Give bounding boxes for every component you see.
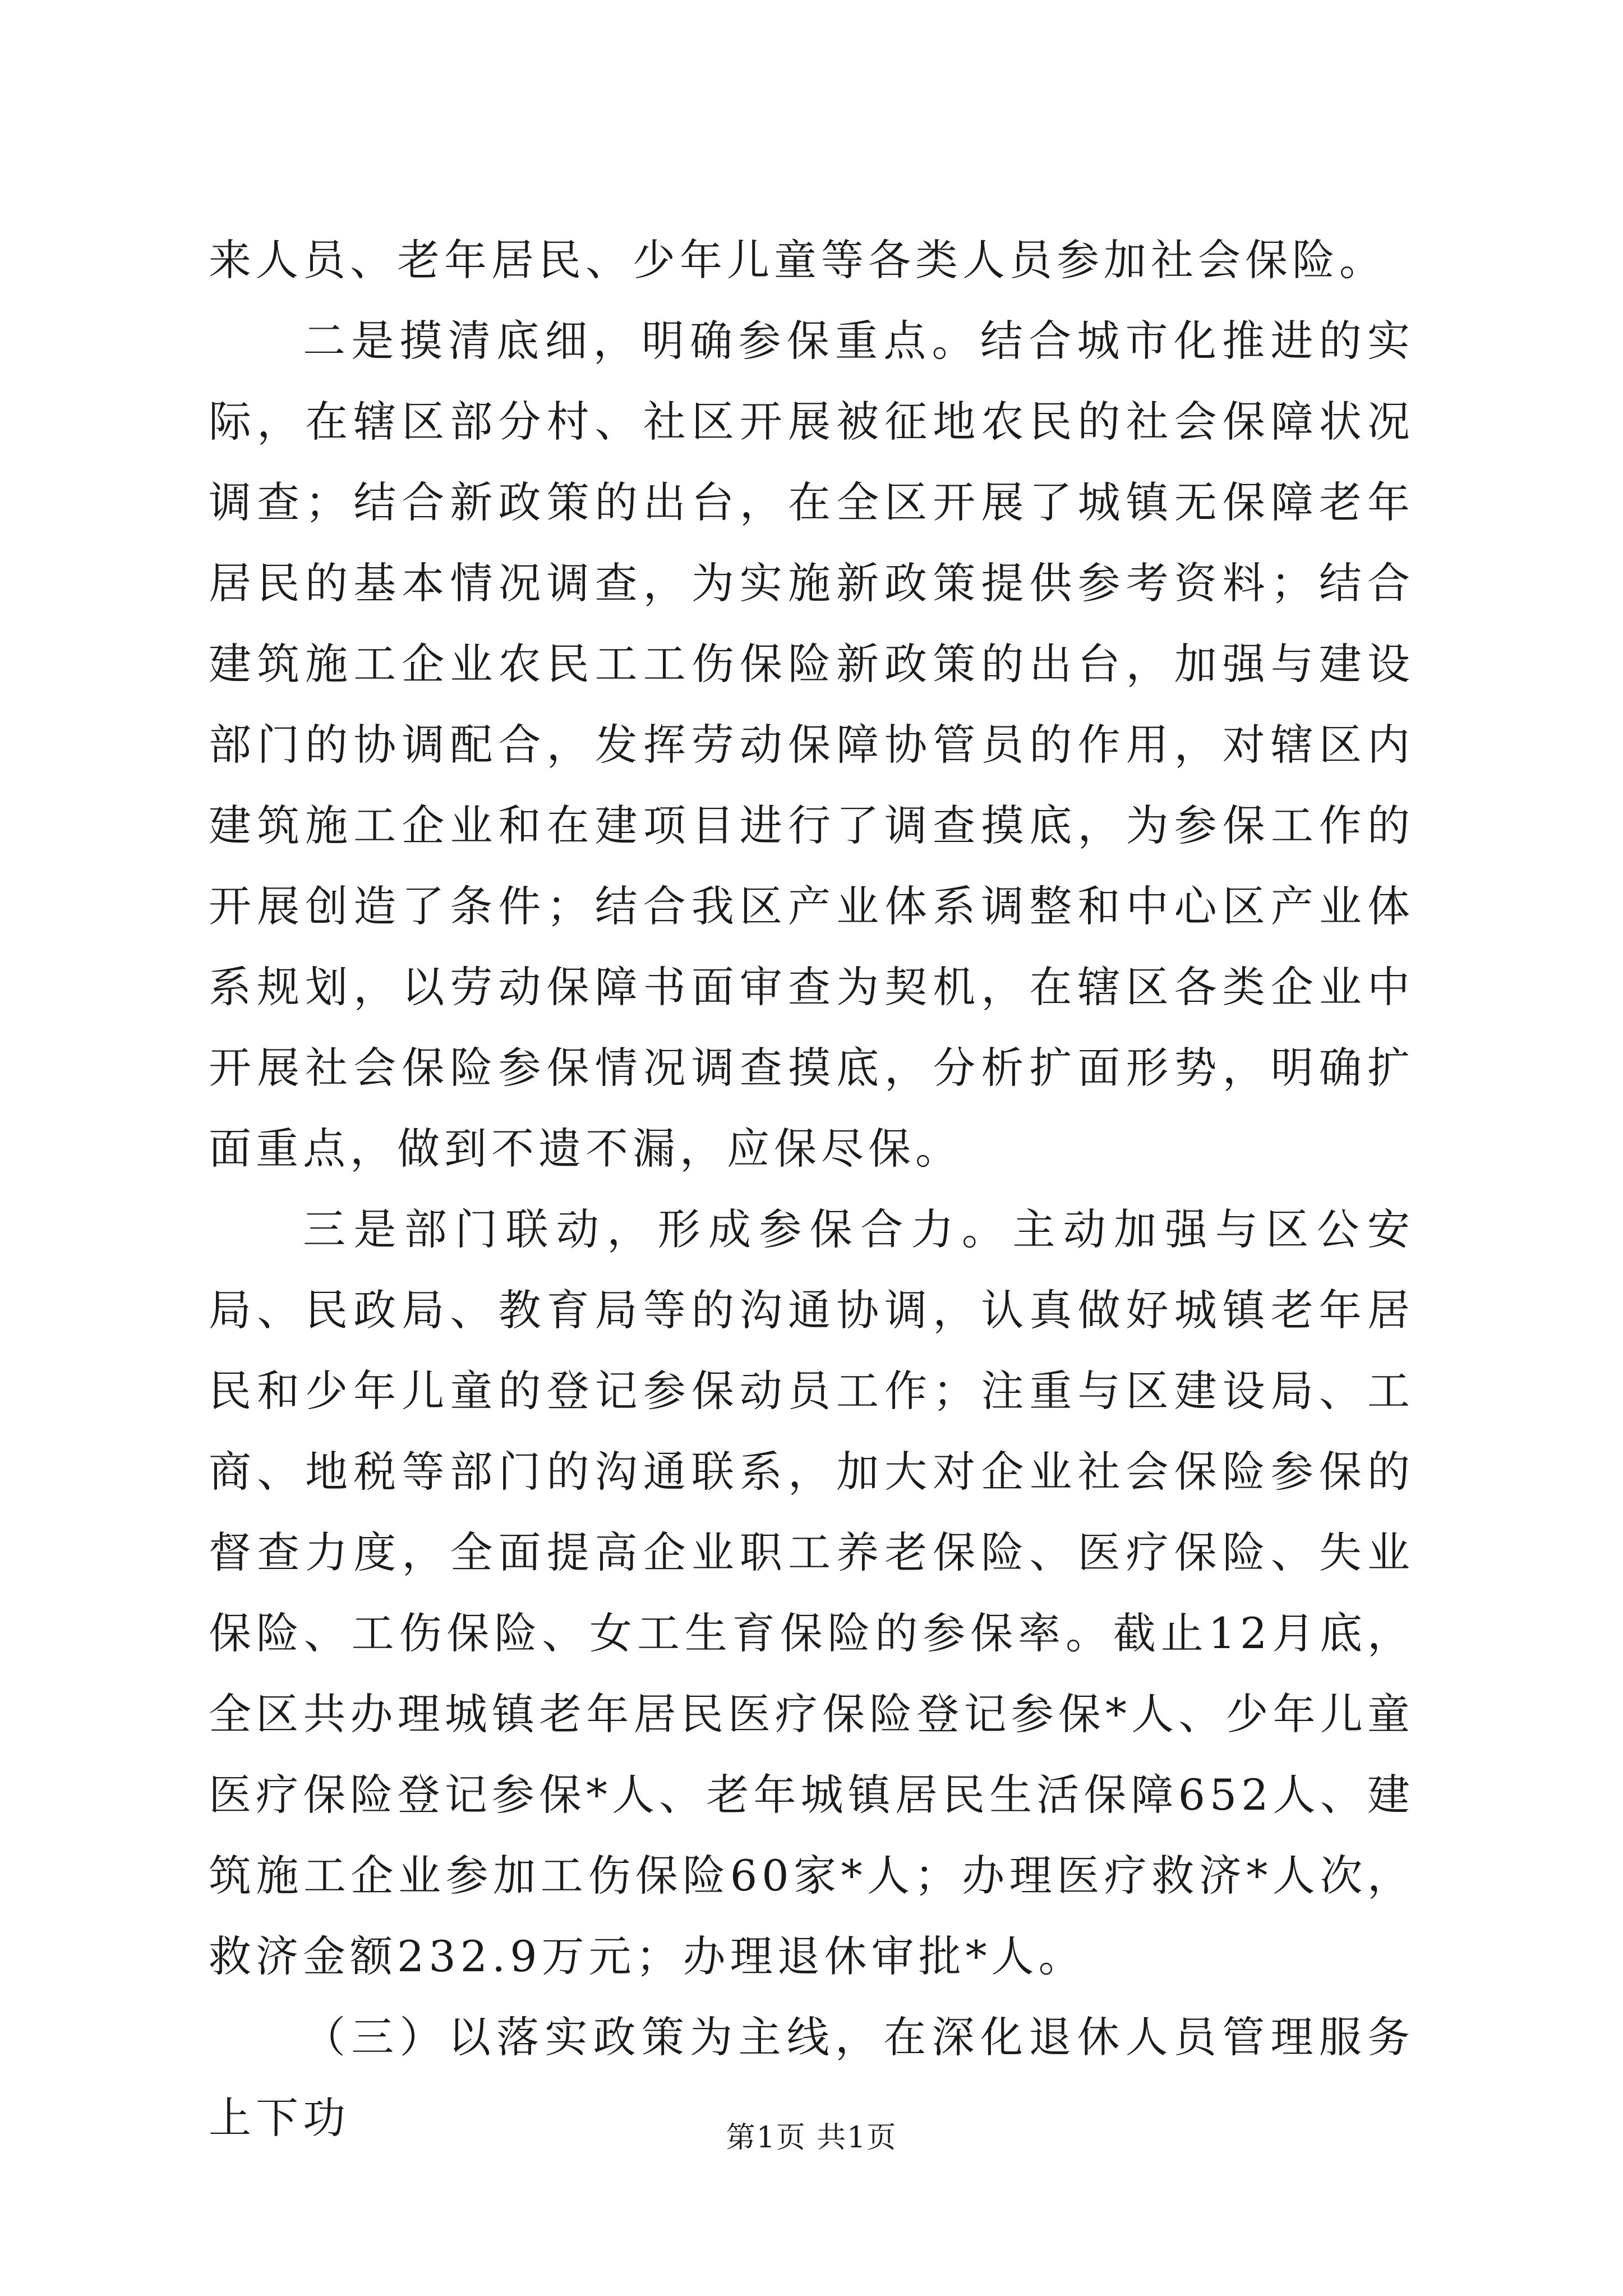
paragraph-continuation: 来人员、老年居民、少年儿童等各类人员参加社会保险。 <box>209 235 1386 285</box>
section-three-heading: （三）以落实政策为主线，在深化退休人员管理服务上下功 <box>209 2012 1414 2143</box>
page-footer <box>0 2114 1623 2156</box>
page-number-label: 第1页 共1页 <box>726 2121 897 2155</box>
paragraph-point-two: 二是摸清底细，明确参保重点。结合城市化推进的实际，在辖区部分村、社区开展被征地农民的社会保障状况调查；结合新政策的出台，在全区开展了城镇无保障老年居民的基本情况调查，为实施新政策提供参考资料；结合建筑施工企业农民工工伤保险新政策的出台，加强与建设部门的协调配合，发挥劳动保障协管员的作用，对辖区内建筑施工企业和在建项目进行了调查摸底，为参保工作的开展创造了条件；结合我区产业体系调整和中心区产业体系规划，以劳动保障书面审查为契机，在辖区各类企业中开展社会保险参保情况调查摸底，分析扩面形势，明确扩面重点，做到不遗不漏，应保尽保。 <box>209 316 1414 1174</box>
paragraph-point-three: 三是部门联动，形成参保合力。主动加强与区公安局、民政局、教育局等的沟通协调，认真做好城镇老年居民和少年儿童的登记参保动员工作；注重与区建设局、工商、地税等部门的沟通联系，加大对企业社会保险参保的督查力度，全面提高企业职工养老保险、医疗保险、失业保险、工伤保险、女工生育保险的参保率。截止12月底，全区共办理城镇老年居民医疗保险登记参保*人、少年儿童医疗保险登记参保*人、老年城镇居民生活保障652人、建筑施工企业参加工伤保险60家*人；办理医疗救济*人次，救济金额232.9万元；办理退休审批*人。 <box>209 1204 1414 1981</box>
document-body <box>209 220 1414 2159</box>
